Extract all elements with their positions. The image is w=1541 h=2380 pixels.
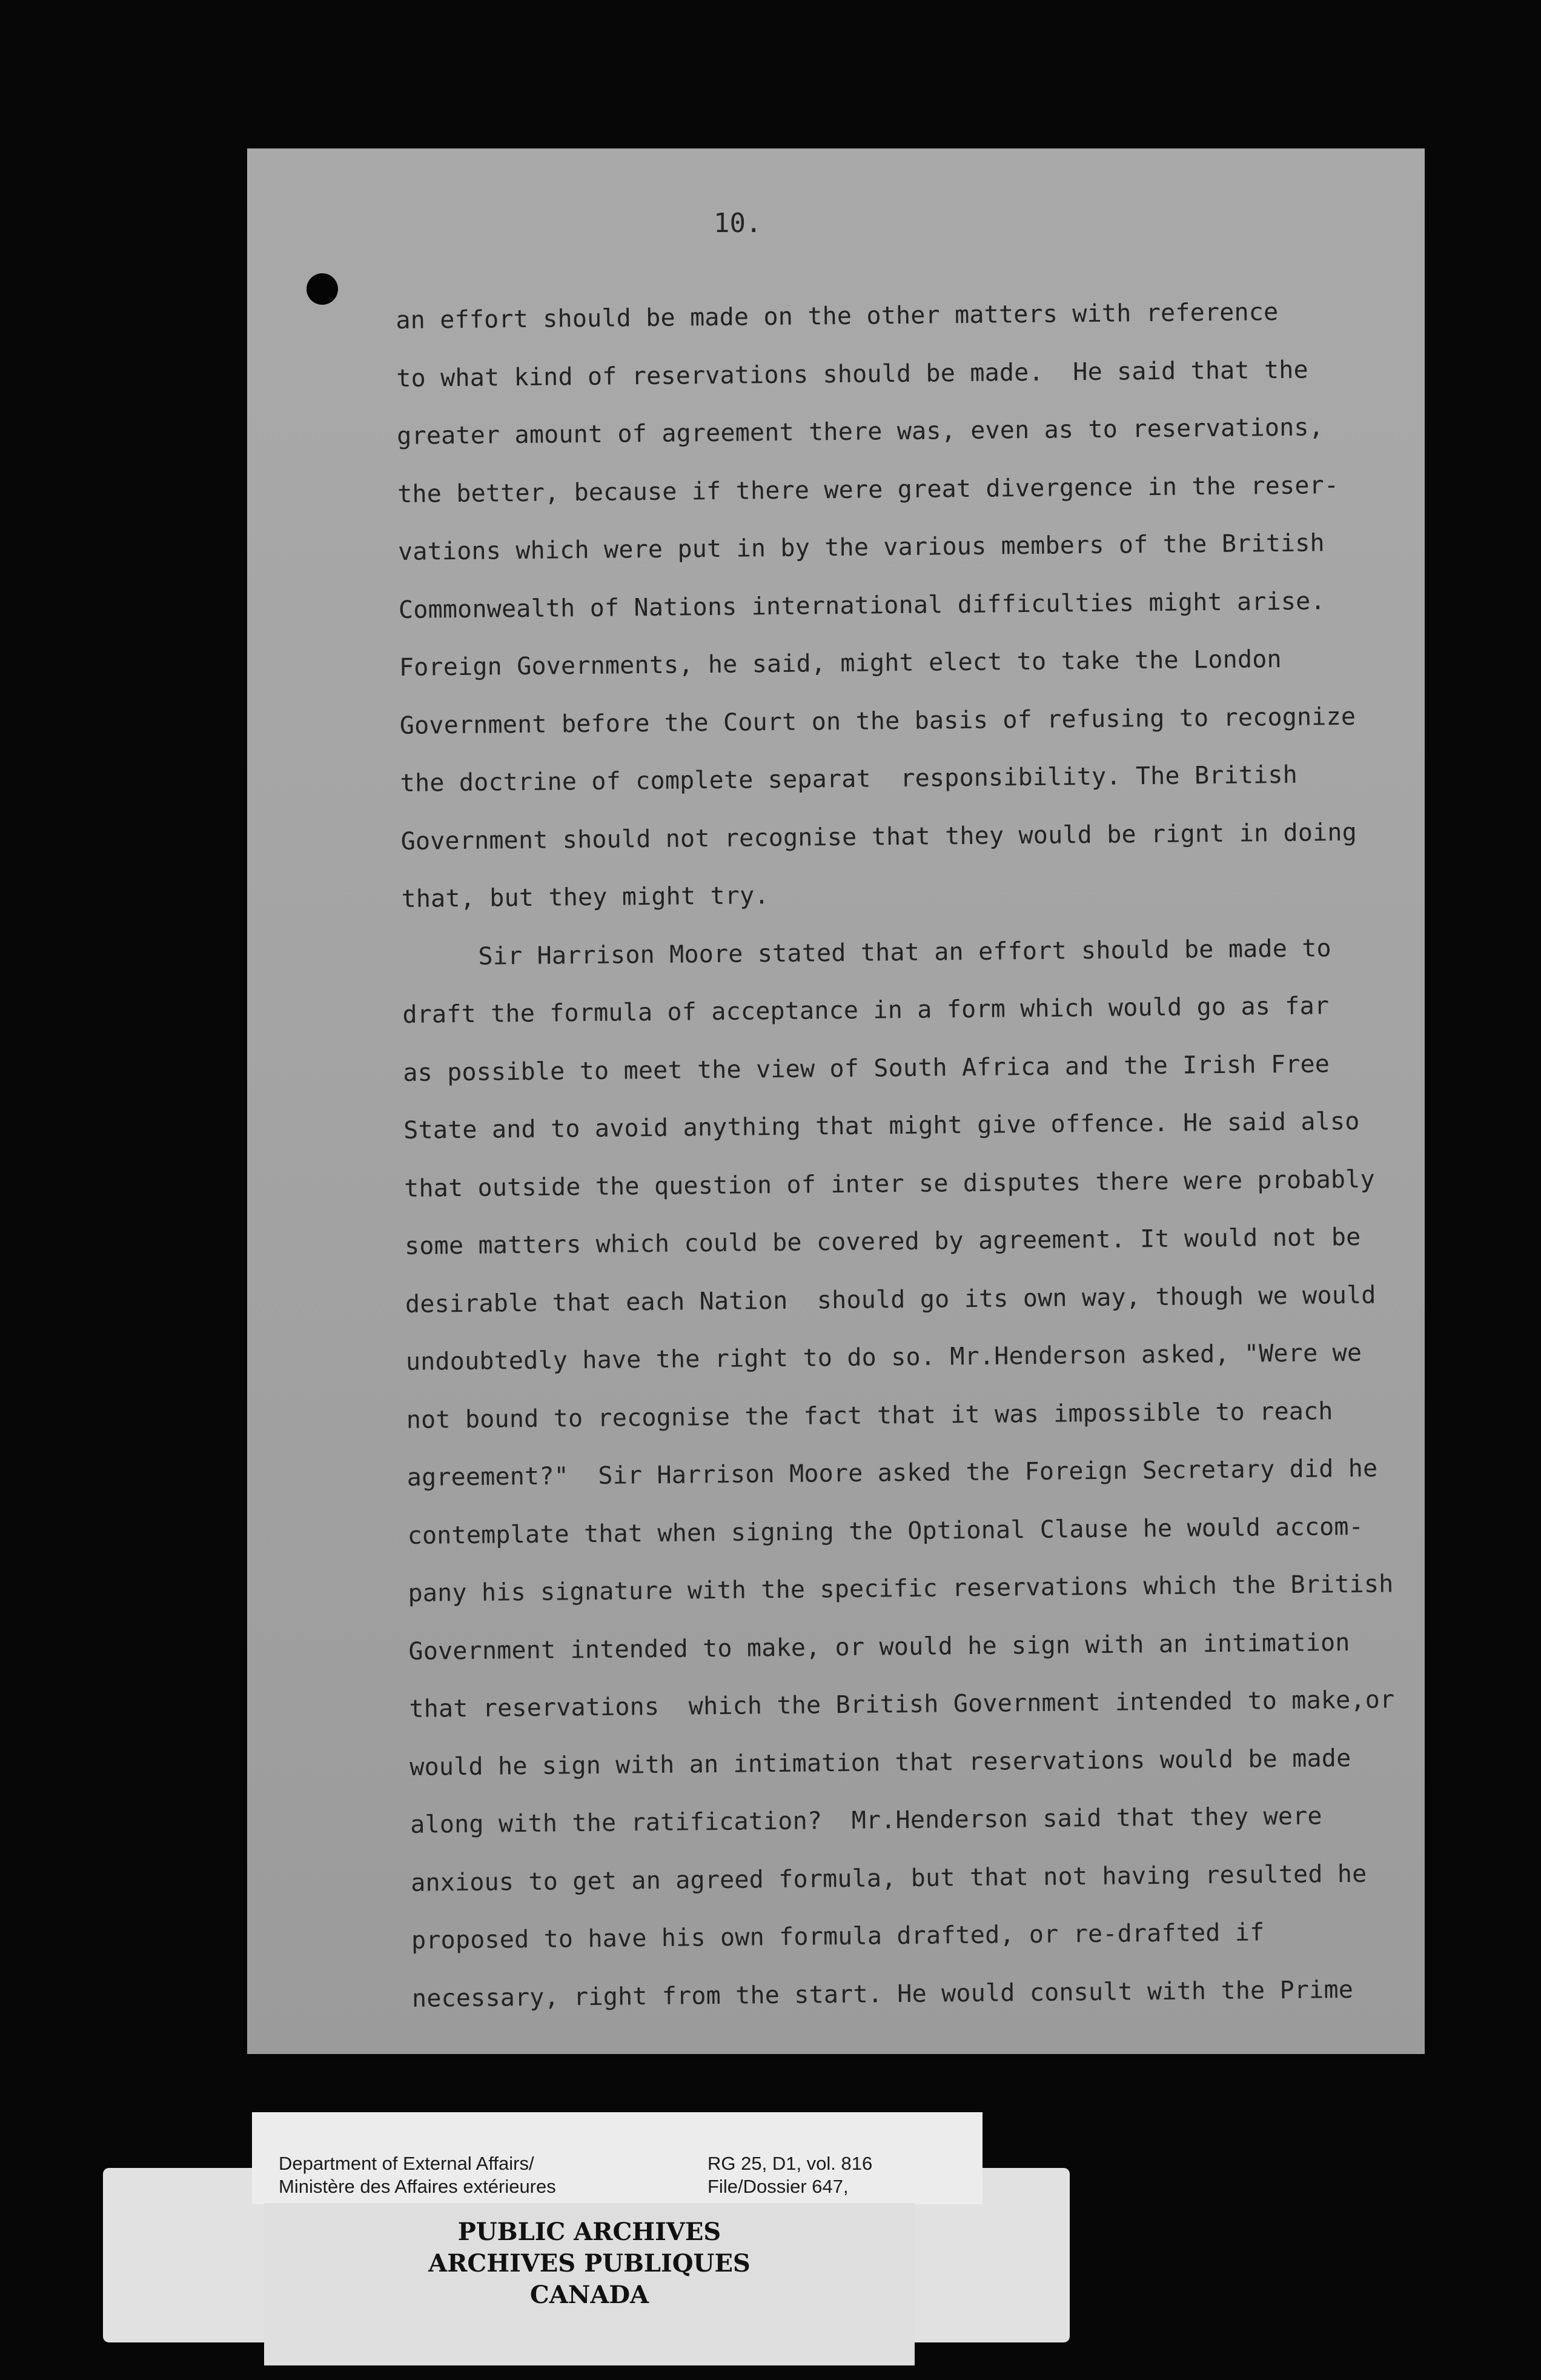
text-line: greater amount of agreement there was, even as to reservations, — [397, 413, 1324, 450]
punch-hole — [307, 273, 338, 305]
text-line: draft the formula of acceptance in a form which would go as far — [402, 992, 1330, 1029]
text-line: State and to avoid anything that might give offence. He said also — [403, 1107, 1360, 1145]
text-line: pany his signature with the specific reservations which the British — [408, 1570, 1394, 1607]
text-line: Government should not recognise that they would be rignt in doing — [400, 818, 1357, 856]
text-line: an effort should be made on the other matters with reference — [396, 298, 1279, 334]
text-line: necessary, right from the start. He would consult with the Prime — [411, 1975, 1354, 2013]
text-line: that, but they might try. — [401, 882, 769, 913]
department-english: Department of External Affairs/ — [279, 2153, 534, 2174]
typed-text-body — [396, 282, 1417, 2028]
text-line: the doctrine of complete separat responsibility. The British — [400, 760, 1298, 797]
record-group: RG 25, D1, vol. 816 — [708, 2153, 873, 2174]
text-line: as possible to meet the view of South Africa and the Irish Free — [403, 1049, 1330, 1087]
text-line: that outside the question of inter se disputes there were probably — [403, 1165, 1375, 1203]
department-french: Ministère des Affaires extérieures — [279, 2176, 556, 2197]
text-line: contemplate that when signing the Optional Clause he would accom- — [407, 1512, 1364, 1550]
stamp-line-2: ARCHIVES PUBLIQUES — [428, 2249, 751, 2278]
text-line: vations which were put in by the various members of the British — [397, 529, 1325, 566]
text-line: some matters which could be covered by agreement. It would not be — [404, 1223, 1361, 1260]
text-line: agreement?" Sir Harrison Moore asked the Foreign Secretary did he — [406, 1454, 1378, 1492]
text-line: proposed to have his own formula drafted, or re-drafted if — [411, 1918, 1265, 1955]
text-line: to what kind of reservations should be made. He said that the — [396, 356, 1309, 393]
label-department — [279, 2152, 556, 2198]
document-page — [247, 148, 1425, 2054]
text-line: the better, because if there were great divergence in the reser- — [397, 471, 1339, 508]
paragraph-start-line: Sir Harrison Moore stated that an effort should be made to — [478, 934, 1332, 971]
text-line: along with the ratification? Mr.Henderson said that they were — [410, 1802, 1322, 1839]
text-line: undoubtedly have the right to do so. Mr.Henderson asked, "Were we — [405, 1338, 1362, 1376]
archive-label — [252, 2112, 983, 2204]
text-line: would he sign with an intimation that reservations would be made — [409, 1744, 1351, 1781]
text-line: Government intended to make, or would he sign with an intimation — [408, 1628, 1350, 1666]
file-number: File/Dossier 647, — [708, 2176, 849, 2197]
text-line: that reservations which the British Government intended to make,or — [409, 1686, 1395, 1723]
text-line: anxious to get an agreed formula, but that not having resulted he — [410, 1860, 1367, 1897]
text-line: not bound to recognise the fact that it was impossible to reach — [406, 1397, 1333, 1434]
stamp-line-1: PUBLIC ARCHIVES — [457, 2218, 721, 2246]
label-reference — [708, 2152, 872, 2198]
text-line: Commonwealth of Nations international difficulties might arise. — [398, 587, 1325, 624]
archives-stamp — [264, 2203, 915, 2365]
text-line: Government before the Court on the basis of refusing to recognize — [399, 702, 1356, 740]
text-line: desirable that each Nation should go its own way, though we would — [405, 1281, 1376, 1318]
text-line: Foreign Governments, he said, might elect to take the London — [399, 645, 1282, 682]
stamp-line-3: CANADA — [529, 2281, 649, 2309]
stamp-text — [264, 2216, 915, 2311]
page-number: 10. — [714, 208, 762, 239]
